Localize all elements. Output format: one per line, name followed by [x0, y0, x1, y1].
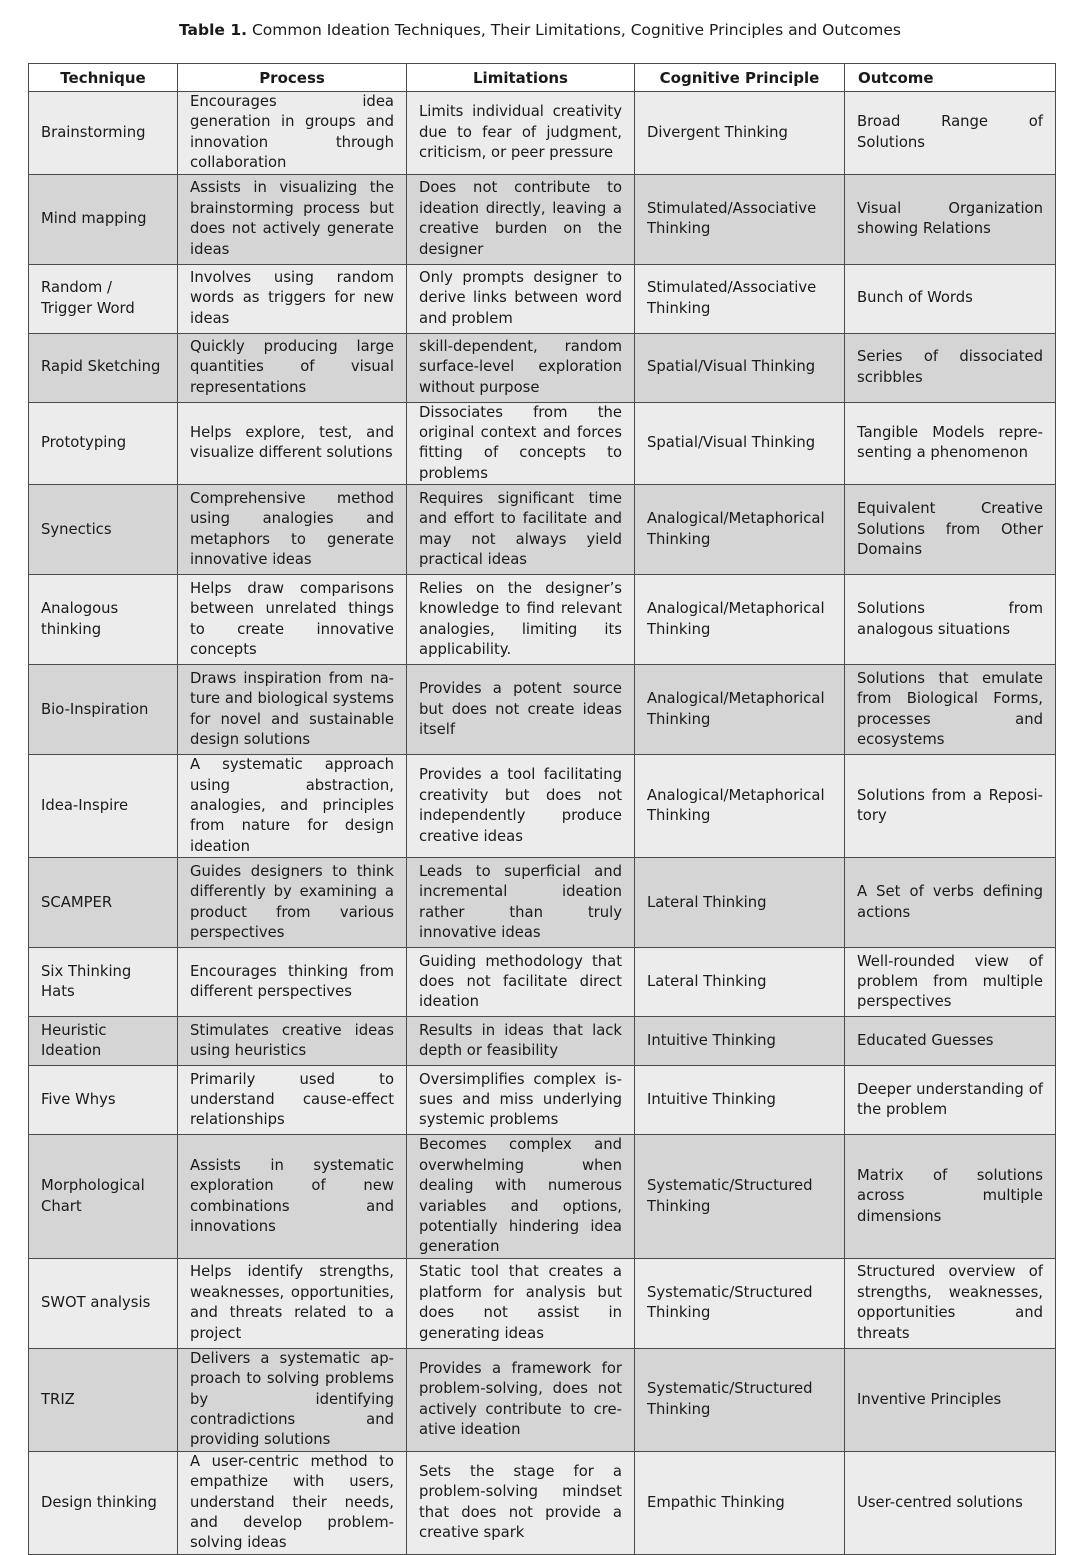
outcome-cell: Deeper understanding of the problem [845, 1066, 1056, 1135]
process-cell: Helps draw comparisons between unrelated things to create innovative concepts [178, 575, 407, 665]
technique-cell: SCAMPER [29, 858, 178, 948]
table-row [29, 1017, 1056, 1066]
principle-cell: Spatial/Visual Thinking [635, 402, 845, 485]
process-cell: A systematic approach using abstraction, analogies, and principles from nature for design ideation [178, 755, 407, 858]
principle-cell: Analogical/Metaphorical Thinking [635, 665, 845, 755]
process-cell: Delivers a systematic approach to solving problems by identifying contradictions and providing solutions [178, 1348, 407, 1451]
limitations-cell: Dissociates from the original context and forces fitting of concepts to problems [407, 402, 635, 485]
process-cell: Draws inspiration from nature and biological systems for novel and sustainable design solutions [178, 665, 407, 755]
limitations-cell: Provides a potent source but does not create ideas itself [407, 665, 635, 755]
table-row [29, 174, 1056, 264]
table-row [29, 92, 1056, 175]
outcome-cell: Solutions from analogous situations [845, 575, 1056, 665]
process-cell: Assists in systematic exploration of new combinations and innovations [178, 1135, 407, 1258]
limitations-cell: Provides a framework for problem-solving, does not actively contribute to creative ideation [407, 1348, 635, 1451]
limitations-cell: Requires significant time and effort to facilitate and may not always yield practical ideas [407, 485, 635, 575]
technique-cell: Design thinking [29, 1451, 178, 1554]
technique-cell: Six Thinking Hats [29, 948, 178, 1017]
technique-cell: Analogous thinking [29, 575, 178, 665]
limitations-cell: Oversimplifies complex issues and miss underlying systemic problems [407, 1066, 635, 1135]
table-row [29, 575, 1056, 665]
table-caption-text: Common Ideation Techniques, Their Limitations, Cognitive Principles and Outcomes [251, 21, 901, 39]
outcome-cell: Matrix of solutions across multiple dimensions [845, 1135, 1056, 1258]
header-outcome: Outcome [845, 64, 1056, 92]
principle-cell: Analogical/Metaphorical Thinking [635, 575, 845, 665]
header-process: Process [178, 64, 407, 92]
principle-cell: Divergent Thinking [635, 92, 845, 175]
process-cell: Helps explore, test, and visualize different solutions [178, 402, 407, 485]
header-limitations: Limitations [407, 64, 635, 92]
header-technique: Technique [29, 64, 178, 92]
principle-cell: Stimulated/Associative Thinking [635, 264, 845, 333]
technique-cell: Mind mapping [29, 174, 178, 264]
outcome-cell: Structured overview of strengths, weaknesses, opportunities and threats [845, 1258, 1056, 1348]
limitations-cell: Only prompts designer to derive links between word and problem [407, 264, 635, 333]
table-caption-label: Table 1. [178, 21, 248, 39]
process-cell: Stimulates creative ideas using heuristics [178, 1017, 407, 1066]
technique-cell: Random / Trigger Word [29, 264, 178, 333]
table-row [29, 333, 1056, 402]
limitations-cell: Guiding methodology that does not facilitate direct ideation [407, 948, 635, 1017]
limitations-cell: skill-dependent, random surface-level exploration without purpose [407, 333, 635, 402]
limitations-cell: Limits individual creativity due to fear of judgment, criticism, or peer pressure [407, 92, 635, 175]
process-cell: Comprehensive method using analogies and metaphors to generate innovative ideas [178, 485, 407, 575]
table-row [29, 755, 1056, 858]
table-row [29, 1135, 1056, 1258]
table-caption [0, 19, 1080, 41]
principle-cell: Intuitive Thinking [635, 1017, 845, 1066]
outcome-cell: Solutions from a Repository [845, 755, 1056, 858]
principle-cell: Systematic/Structured Thinking [635, 1135, 845, 1258]
principle-cell: Empathic Thinking [635, 1451, 845, 1554]
table-row [29, 1451, 1056, 1554]
process-cell: Encourages thinking from different perspectives [178, 948, 407, 1017]
principle-cell: Analogical/Metaphorical Thinking [635, 755, 845, 858]
outcome-cell: Tangible Models representing a phenomenon [845, 402, 1056, 485]
technique-cell: Morphological Chart [29, 1135, 178, 1258]
technique-cell: Heuristic Ideation [29, 1017, 178, 1066]
process-cell: A user-centric method to empathize with users, understand their needs, and develop problem-solving ideas [178, 1451, 407, 1554]
table-row [29, 264, 1056, 333]
limitations-cell: Becomes complex and overwhelming when dealing with numerous variables and options, potentially hindering idea generation [407, 1135, 635, 1258]
technique-cell: Rapid Sketching [29, 333, 178, 402]
technique-cell: Brainstorming [29, 92, 178, 175]
principle-cell: Spatial/Visual Thinking [635, 333, 845, 402]
outcome-cell: User-centred solutions [845, 1451, 1056, 1554]
process-cell: Guides designers to think differently by examining a product from various perspectives [178, 858, 407, 948]
table-row [29, 858, 1056, 948]
outcome-cell: Educated Guesses [845, 1017, 1056, 1066]
principle-cell: Lateral Thinking [635, 858, 845, 948]
technique-cell: Bio-Inspiration [29, 665, 178, 755]
technique-cell: Idea-Inspire [29, 755, 178, 858]
outcome-cell: A Set of verbs defining actions [845, 858, 1056, 948]
table-header-row [29, 64, 1056, 92]
outcome-cell: Inventive Principles [845, 1348, 1056, 1451]
outcome-cell: Solutions that emulate from Biological Forms, processes and ecosystems [845, 665, 1056, 755]
outcome-cell: Bunch of Words [845, 264, 1056, 333]
process-cell: Involves using random words as triggers for new ideas [178, 264, 407, 333]
process-cell: Quickly producing large quantities of visual representations [178, 333, 407, 402]
outcome-cell: Equivalent Creative Solutions from Other Domains [845, 485, 1056, 575]
principle-cell: Intuitive Thinking [635, 1066, 845, 1135]
outcome-cell: Well-rounded view of problem from multiple perspectives [845, 948, 1056, 1017]
principle-cell: Systematic/Structured Thinking [635, 1258, 845, 1348]
limitations-cell: Sets the stage for a problem-solving mindset that does not provide a creative spark [407, 1451, 635, 1554]
outcome-cell: Series of dissociated scribbles [845, 333, 1056, 402]
principle-cell: Systematic/Structured Thinking [635, 1348, 845, 1451]
process-cell: Assists in visualizing the brainstorming process but does not actively generate ideas [178, 174, 407, 264]
technique-cell: Synectics [29, 485, 178, 575]
table-row [29, 1348, 1056, 1451]
principle-cell: Lateral Thinking [635, 948, 845, 1017]
technique-cell: Prototyping [29, 402, 178, 485]
technique-cell: SWOT analysis [29, 1258, 178, 1348]
limitations-cell: Leads to superficial and incremental ideation rather than truly innovative ideas [407, 858, 635, 948]
outcome-cell: Visual Organization showing Relations [845, 174, 1056, 264]
table-row [29, 1258, 1056, 1348]
limitations-cell: Results in ideas that lack depth or feasibility [407, 1017, 635, 1066]
process-cell: Primarily used to understand cause-effect relationships [178, 1066, 407, 1135]
technique-cell: TRIZ [29, 1348, 178, 1451]
table-row [29, 665, 1056, 755]
limitations-cell: Static tool that creates a platform for analysis but does not assist in generating ideas [407, 1258, 635, 1348]
table-row [29, 1066, 1056, 1135]
process-cell: Helps identify strengths, weaknesses, opportunities, and threats related to a project [178, 1258, 407, 1348]
outcome-cell: Broad Range of Solutions [845, 92, 1056, 175]
ideation-techniques-table [28, 63, 1056, 1555]
technique-cell: Five Whys [29, 1066, 178, 1135]
table-row [29, 402, 1056, 485]
limitations-cell: Does not contribute to ideation directly, leaving a creative burden on the designer [407, 174, 635, 264]
principle-cell: Analogical/Metaphorical Thinking [635, 485, 845, 575]
table-row [29, 948, 1056, 1017]
header-cognitive-principle: Cognitive Principle [635, 64, 845, 92]
process-cell: Encourages idea generation in groups and innovation through collaboration [178, 92, 407, 175]
limitations-cell: Relies on the designer’s knowledge to find relevant analogies, limiting its applicability. [407, 575, 635, 665]
limitations-cell: Provides a tool facilitating creativity but does not independently produce creative ideas [407, 755, 635, 858]
principle-cell: Stimulated/Associative Thinking [635, 174, 845, 264]
table-row [29, 485, 1056, 575]
